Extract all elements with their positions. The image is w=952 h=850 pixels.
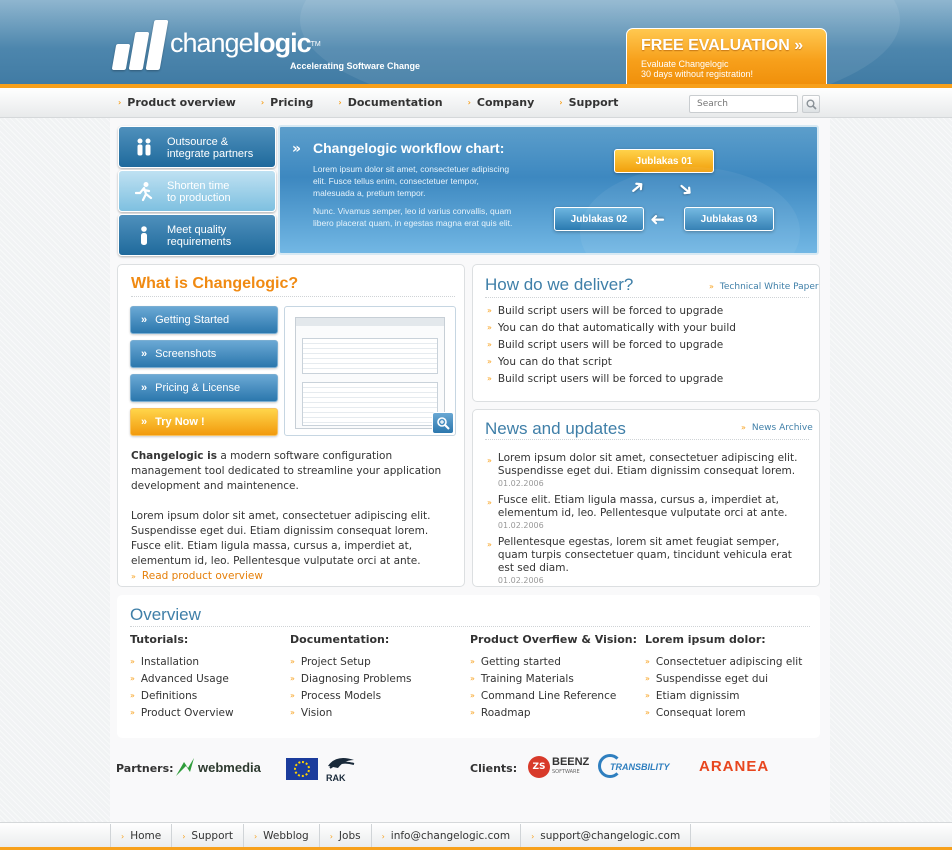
nav-pricing[interactable]: › Pricing: [260, 96, 314, 109]
divider: [130, 626, 810, 627]
nav-product-overview[interactable]: › Product overview: [118, 96, 236, 109]
arrow-icon: »: [487, 540, 492, 549]
tab-shorten-time-label: Shorten time to production: [167, 180, 231, 204]
pricing-license-button[interactable]: » Pricing & License: [130, 374, 278, 402]
arrow-icon: ›: [531, 831, 535, 841]
overview-link[interactable]: » Diagnosing Problems: [290, 672, 412, 685]
arrow-icon: »: [290, 674, 295, 683]
screenshot-image: [295, 317, 445, 429]
overview-link[interactable]: » Command Line Reference: [470, 689, 617, 702]
divider: [485, 439, 809, 440]
overview-link[interactable]: » Getting started: [470, 655, 561, 668]
list-item: » You can do that automatically with your build: [487, 321, 736, 334]
arrow-icon: »: [290, 708, 295, 717]
arrow-icon: »: [487, 498, 492, 507]
arrow-up-right-icon: ➜: [625, 174, 651, 201]
arrow-icon: »: [470, 674, 475, 683]
arrow-down-right-icon: ➜: [673, 176, 699, 203]
arrow-icon: »: [487, 306, 492, 315]
double-chevron-icon: »: [141, 382, 148, 394]
overview-title: Overview: [130, 605, 201, 624]
divider: [485, 297, 809, 298]
list-item: » Build script users will be forced to upgrade: [487, 338, 724, 351]
runner-icon: [135, 181, 153, 203]
double-chevron-icon: »: [709, 282, 714, 291]
zoom-in-icon: [436, 416, 450, 430]
arrow-icon: »: [130, 708, 135, 717]
read-product-overview-link[interactable]: » Read product overview: [131, 570, 263, 582]
double-chevron-icon: »: [141, 416, 148, 428]
news-title: News and updates: [485, 419, 626, 438]
news-item[interactable]: » Fusce elit. Etiam ligula massa, cursus a, imperdiet at, elementum id, leo. Pellentesque vulputate orci at ante. 01.02.2006: [487, 494, 811, 531]
footer-link-info-email[interactable]: › info@changelogic.com: [372, 824, 522, 848]
arrow-icon: »: [470, 691, 475, 700]
tab-shorten-time[interactable]: [118, 170, 276, 212]
footer-link-support-email[interactable]: › support@changelogic.com: [521, 824, 691, 848]
tab-outsource[interactable]: [118, 126, 276, 168]
arrow-icon: »: [645, 657, 650, 666]
arrow-icon: »: [645, 674, 650, 683]
overview-link[interactable]: » Definitions: [130, 689, 198, 702]
workflow-step-03[interactable]: Jublakas 03: [684, 207, 774, 231]
partners-label: Partners:: [116, 762, 174, 775]
webmedia-logo[interactable]: webmedia: [174, 756, 261, 778]
news-item[interactable]: » Pellentesque egestas, lorem sit amet feugiat semper, quam turpis consectetuer quam, tincidunt vehicula erat est sed diam. 01.02.2006: [487, 536, 811, 586]
double-chevron-icon: »: [141, 348, 148, 360]
double-chevron-icon: »: [741, 423, 746, 432]
tab-quality-label: Meet quality requirements: [167, 224, 232, 248]
screenshots-button[interactable]: » Screenshots: [130, 340, 278, 368]
list-item: » Build script users will be forced to upgrade: [487, 304, 724, 317]
arrow-icon: ›: [338, 98, 342, 107]
main-nav: [118, 96, 643, 109]
workflow-title: Changelogic workflow chart:: [313, 140, 505, 156]
leaf-icon: [174, 756, 196, 778]
zoom-button[interactable]: [432, 412, 454, 434]
search-input[interactable]: [689, 95, 798, 113]
site-footer: [0, 822, 952, 850]
overview-column-tutorials: Tutorials: » Installation » Advanced Usage » Definitions » Product Overview: [130, 633, 234, 721]
list-item: » You can do that script: [487, 355, 612, 368]
arrow-icon: ›: [381, 831, 385, 841]
overview-link[interactable]: » Project Setup: [290, 655, 371, 668]
double-chevron-icon: »: [141, 314, 148, 326]
overview-link[interactable]: » Training Materials: [470, 672, 574, 685]
arrow-icon: ›: [329, 831, 333, 841]
technical-white-paper-link[interactable]: » Technical White Paper: [709, 282, 819, 292]
deliver-title: How do we deliver?: [485, 275, 634, 294]
news-archive-link[interactable]: » News Archive: [741, 423, 813, 433]
overview-column-lorem: Lorem ipsum dolor: » Consectetuer adipiscing elit » Suspendisse eget dui » Etiam dignissim » Consequat lorem: [645, 633, 802, 721]
people-icon: [135, 137, 153, 159]
arrow-icon: »: [130, 691, 135, 700]
news-item[interactable]: » Lorem ipsum dolor sit amet, consectetuer adipiscing elit. Suspendisse eget dui. Etiam dignissim consequat lorem. 01.02.2006: [487, 452, 811, 489]
nav-support[interactable]: › Support: [559, 96, 619, 109]
arrow-icon: »: [130, 657, 135, 666]
arrow-icon: ›: [260, 98, 265, 107]
arrow-left-icon: ➜: [650, 209, 666, 230]
list-item: » Build script users will be forced to upgrade: [487, 372, 724, 385]
transbility-logo[interactable]: TRANSBILITY: [598, 754, 686, 780]
overview-link[interactable]: » Consequat lorem: [645, 706, 746, 719]
rak-logo[interactable]: RAK: [326, 752, 356, 784]
overview-column-vision: Product Overfiew & Vision: » Getting started » Training Materials » Command Line Reference » Roadmap: [470, 633, 637, 721]
overview-column-documentation: Documentation: » Project Setup » Diagnosing Problems » Process Models » Vision: [290, 633, 412, 721]
news-date: 01.02.2006: [497, 479, 544, 488]
footer-nav: [110, 824, 691, 848]
workflow-chart-banner: [278, 125, 819, 255]
arrow-icon: ›: [559, 98, 563, 107]
bird-icon: [326, 752, 356, 770]
nav-company[interactable]: › Company: [467, 96, 535, 109]
aranea-logo[interactable]: ARANEA: [699, 758, 770, 775]
arrow-icon: »: [645, 691, 650, 700]
search-button[interactable]: [802, 95, 820, 113]
overview-link[interactable]: » Suspendisse eget dui: [645, 672, 769, 685]
workflow-step-01[interactable]: Jublakas 01: [614, 149, 714, 173]
footer-link-support[interactable]: › Support: [172, 824, 244, 848]
deliver-list: [487, 302, 807, 387]
footer-link-jobs[interactable]: › Jobs: [320, 824, 372, 848]
site-header: [0, 0, 952, 88]
arrow-icon: »: [487, 340, 492, 349]
double-chevron-icon: »: [292, 141, 302, 157]
footer-link-webblog[interactable]: › Webblog: [244, 824, 320, 848]
main-navigation-bar: [0, 88, 952, 118]
arrow-icon: »: [487, 323, 492, 332]
arrow-icon: ›: [121, 831, 125, 841]
tab-quality[interactable]: [118, 214, 276, 256]
zs-icon: ZS: [528, 756, 550, 778]
overview-link[interactable]: » Process Models: [290, 689, 382, 702]
arrow-icon: ›: [467, 98, 471, 107]
arrow-icon: »: [290, 691, 295, 700]
overview-link[interactable]: » Installation: [130, 655, 200, 668]
clients-label: Clients:: [470, 762, 518, 775]
arrow-icon: ›: [118, 98, 122, 107]
divider: [131, 296, 455, 297]
logo[interactable]: [112, 18, 432, 72]
overview-link[interactable]: » Product Overview: [130, 706, 234, 719]
arrow-icon: »: [487, 456, 492, 465]
what-is-title: What is Changelogic?: [131, 275, 299, 292]
arrow-icon: »: [130, 674, 135, 683]
overview-link[interactable]: » Advanced Usage: [130, 672, 229, 685]
beenz-logo[interactable]: ZS BEENZ SOFTWARE: [528, 756, 589, 778]
tab-outsource-label: Outsource & integrate partners: [167, 136, 254, 160]
arrow-icon: ›: [253, 831, 258, 841]
free-evaluation-button[interactable]: [626, 28, 827, 86]
workflow-step-02[interactable]: Jublakas 02: [554, 207, 644, 231]
body-text: Lorem ipsum dolor sit amet, consectetuer adipiscing elit. Suspendisse eget dui. Etiam dignissim consequat lorem. Fusce elit. Etiam ligula massa, cursus a, imperdiet at, elementum id, leo. Pellentesque vulputate orci at ante. » Read product overview: [131, 510, 431, 582]
intro-text: Changelogic is a modern software configuration management tool dedicated to streamline your application development and maintenence.: [131, 450, 442, 492]
free-eval-title: FREE EVALUATION »: [641, 37, 804, 54]
news-date: 01.02.2006: [497, 576, 544, 585]
arrow-icon: »: [470, 657, 475, 666]
tagline: Accelerating Software Change: [290, 61, 421, 71]
try-now-button[interactable]: » Try Now !: [130, 408, 278, 436]
workflow-para2: Nunc. Vivamus semper, leo id varius convallis, quam libero placerat quam, in egestas magna erat quis elit.: [313, 206, 513, 228]
arrow-icon: ›: [182, 831, 186, 841]
logo-mark-icon: [112, 18, 168, 70]
free-eval-line1: Evaluate Changelogic: [641, 59, 729, 69]
screenshot-thumbnail[interactable]: [284, 306, 456, 436]
person-icon: [135, 225, 153, 247]
arrow-icon: »: [645, 708, 650, 717]
overview-link[interactable]: » Etiam dignissim: [645, 689, 740, 702]
news-list: [487, 452, 811, 586]
magnifier-icon: [806, 99, 817, 110]
arrow-icon: »: [487, 357, 492, 366]
brand-name: changelogic™: [170, 28, 321, 58]
arrow-icon: »: [487, 374, 492, 383]
news-date: 01.02.2006: [497, 521, 544, 530]
overview-link[interactable]: » Roadmap: [470, 706, 531, 719]
footer-link-home[interactable]: › Home: [110, 824, 172, 848]
free-eval-line2: 30 days without registration!: [641, 69, 754, 79]
overview-link[interactable]: » Vision: [290, 706, 333, 719]
arrow-icon: »: [290, 657, 295, 666]
nav-documentation[interactable]: › Documentation: [338, 96, 443, 109]
eu-flag-logo[interactable]: [286, 758, 318, 780]
arrow-icon: »: [470, 708, 475, 717]
overview-link[interactable]: » Consectetuer adipiscing elit: [645, 655, 803, 668]
workflow-para1: Lorem ipsum dolor sit amet, consectetuer adipiscing elit. Fusce tellus enim, consectetuer tempor, malesuada a, pretium tempor.: [313, 164, 510, 198]
getting-started-button[interactable]: » Getting Started: [130, 306, 278, 334]
